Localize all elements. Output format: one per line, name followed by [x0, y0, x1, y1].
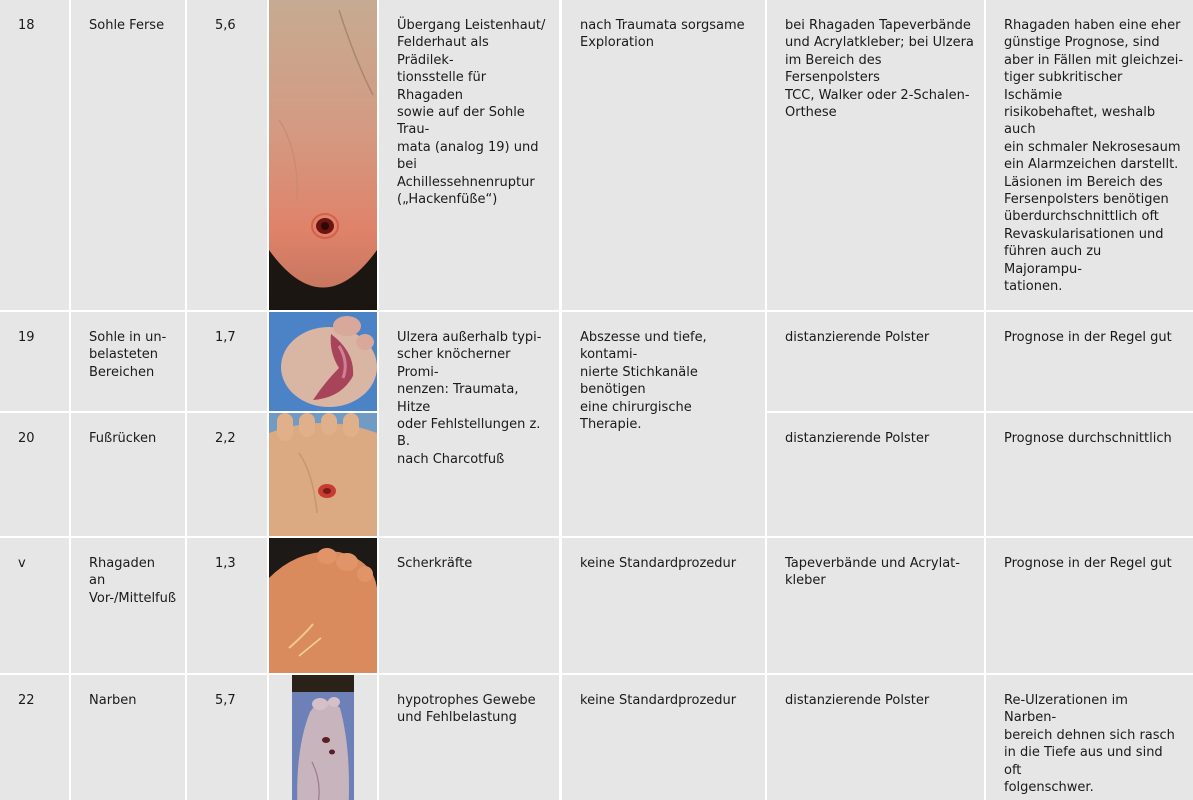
row-20-nr: 20 — [0, 413, 69, 536]
row-18-cause: Übergang Leistenhaut/ Felderhaut als Prädilek- tionsstelle für Rhagaden sowie auf der Sohle Trau- mata (analog 19) und bei Achillessehnenruptur („Hackenfüße“) — [379, 0, 559, 310]
row-18-relief: bei Rhagaden Tapeverbände und Acrylatkleber; bei Ulzera im Bereich des Fersenpolsters TCC, Walker oder 2-Schalen- Orthese — [767, 0, 984, 310]
row-19-value: 1,7 — [187, 312, 267, 411]
row-18-nr: 18 — [0, 0, 69, 310]
row-19-prognosis: Prognose in der Regel gut — [986, 312, 1193, 411]
heel-ulcer-photo — [269, 0, 377, 310]
row-22-value: 5,7 — [187, 675, 267, 800]
row-18-value: 5,6 — [187, 0, 267, 310]
scar-ulcer-photo — [292, 675, 354, 800]
row-v-location: Rhagaden an Vor-/Mittelfuß — [71, 538, 185, 673]
forefoot-fissure-photo — [269, 538, 377, 673]
row-22-nr: 22 — [0, 675, 69, 800]
row-20-location: Fußrücken — [71, 413, 185, 536]
row-20-prognosis: Prognose durchschnittlich — [986, 413, 1193, 536]
row-v-surgery: keine Standardprozedur — [562, 538, 765, 673]
dorsum-ulcer-photo — [269, 413, 377, 536]
sole-ulcer-photo — [269, 312, 377, 411]
row-22-prognosis: Re-Ulzerationen im Narben- bereich dehnen sich rasch in die Tiefe aus und sind oft folgenschwer. — [986, 675, 1193, 800]
row-20-value: 2,2 — [187, 413, 267, 536]
row-20-relief: distanzierende Polster — [767, 413, 984, 536]
row-22-location: Narben — [71, 675, 185, 800]
row-22-image-cell — [269, 675, 377, 800]
row-19-surgery: Abszesse und tiefe, kontami- nierte Stichkanäle benötigen eine chirurgische Therapie. — [562, 312, 765, 536]
row-22-surgery: keine Standardprozedur — [562, 675, 765, 800]
row-18-prognosis: Rhagaden haben eine eher günstige Prognose, sind aber in Fällen mit gleichzei- tiger subkritischer Ischämie risikobehaftet, weshalb auch ein schmaler Nekrosesaum ein Alarmzeichen darstellt. Läsionen im Bereich des Fersenpolsters benötigen überdurchschnittlich oft Revaskularisationen und führen auch zu Majorampu- tationen. — [986, 0, 1193, 310]
row-18-location: Sohle Ferse — [71, 0, 185, 310]
row-v-nr: v — [0, 538, 69, 673]
row-18-surgery: nach Traumata sorgsame Exploration — [562, 0, 765, 310]
row-19-location: Sohle in un- belasteten Bereichen — [71, 312, 185, 411]
row-22-cause: hypotrophes Gewebe und Fehlbelastung — [379, 675, 559, 800]
row-v-value: 1,3 — [187, 538, 267, 673]
row-22-relief: distanzierende Polster — [767, 675, 984, 800]
row-v-cause: Scherkräfte — [379, 538, 559, 673]
row-19-nr: 19 — [0, 312, 69, 411]
row-v-relief: Tapeverbände und Acrylat- kleber — [767, 538, 984, 673]
row-19-relief: distanzierende Polster — [767, 312, 984, 411]
row-v-prognosis: Prognose in der Regel gut — [986, 538, 1193, 673]
row-19-cause: Ulzera außerhalb typi- scher knöcherner Promi- nenzen: Traumata, Hitze oder Fehlstellungen z. B. nach Charcotfuß — [379, 312, 559, 536]
